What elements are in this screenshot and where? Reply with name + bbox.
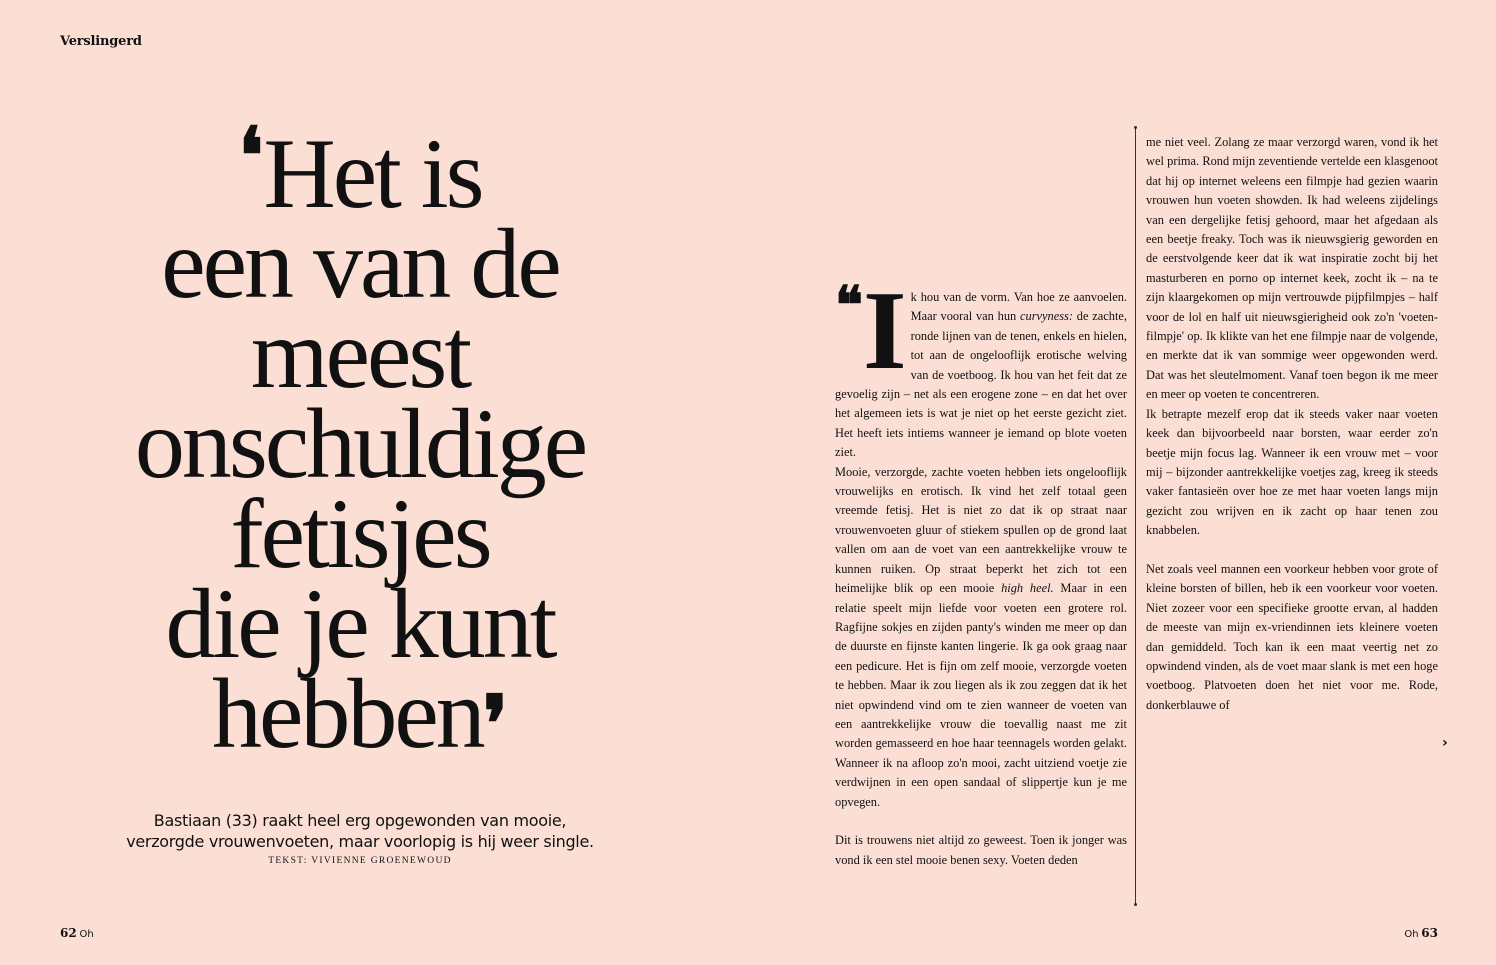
page-number: 63 — [1421, 926, 1438, 940]
page-number-left — [60, 926, 94, 940]
article-paragraph: Ik betrapte mezelf erop dat ik steeds vaker naar voeten keek dan bijvoorbeeld naar borsten, waar eerder zo'n beetje mijn focus lag. Wanneer ik een vrouw met – voor mij – bijzonder aantrekkelijke voetjes zag, kreeg ik steeds vaker fantasieën over hoe ze met haar voeten langs mijn gezicht zou wrijven en ik zacht op haar tenen zou knabbelen. — [1146, 406, 1438, 538]
article-column-1 — [835, 269, 1128, 870]
article-paragraph: Dit is trouwens niet altijd zo geweest. Toen ik jonger was vond ik een stel mooie benen sexy. Voeten deden — [835, 833, 1127, 867]
column-divider — [1135, 128, 1136, 904]
article-paragraph: Mooie, verzorgde, zachte voeten hebben iets ongelooflijk vrouwelijks en erotisch. Ik vind het zelf totaal geen vreemde fetisj. Het is niet zo dat ik op straat naar vrouwenvoeten gluur of stiekem spullen op de grond laat vallen om aan de voet van een aantrekkelijke vrouw te kunnen ruiken. Op straat beperkt het zich tot een heimelijke blik op een mooie high heel. Maar in een relatie speelt mijn liefde voor voeten een grotere rol. Ragfijne sokjes en zijden panty's winden me meer op dan de duurste en fijnste kanten lingerie. Ik ga ook graag naar een pedicure. Het is fijn om zelf mooie, verzorgde voeten te hebben. Maar ik zou liegen als ik zou zeggen dat ik het niet opwindend vind om te zien wanneer de voeten van een aantrekkelijke vrouw die toevallig naast me zit worden gemasseerd en hoe haar teennagels worden gelakt. Wanneer ik na afloop zo'n mooi, zacht uitziend voetje zie verdwijnen in een open sandaal of slippertje kun je me opvegen. — [835, 464, 1127, 809]
pull-quote-line-6: die je kunt — [165, 568, 555, 679]
author-credit: TEKST: VIVIENNE GROENEWOUD — [268, 856, 452, 866]
intro-text — [60, 810, 660, 852]
article-paragraph: me niet veel. Zolang ze maar verzorgd waren, vond ik het wel prima. Rond mijn zeventiende vertelde een klasgenoot dat hij op internet weleens een filmpje had gezien waarin vrouwen hun voeten showden. Ik had weleens zijdelings van een dergelijke fetisj gehoord, maar het afgedaan als een beetje freaky. Toch was ik nieuwsgierig geworden en de eerstvolgende keer dat ik wat inspiratie zocht bij het masturberen en porno op internet keek, zocht ik – na te zijn klaargekomen op mijn vertrouwde pijpfilmpjes – half voor de lol en half uit nieuwsgierigheid ook zo'n 'voeten-filmpje' op. Ik klikte van het ene filmpje naar de volgende, en merkte dat ik van sommige weer opgewonden werd. Dat was het sleutelmoment. Vanaf toen begon ik me meer en meer op voeten te concentreren. — [1146, 135, 1438, 402]
magazine-name: Oh — [1404, 929, 1419, 940]
pull-quote-line-1: ❛Het is — [238, 111, 482, 229]
page-number-right — [1404, 926, 1438, 940]
intro-line-1: Bastiaan (33) raakt heel erg opgewonden van mooie, — [153, 811, 567, 830]
continue-arrow-icon: › — [1442, 735, 1448, 751]
article-paragraph: ❝ I k hou van de vorm. Van hoe ze aanvoelen. Maar vooral van hun curvyness: de zachte, ronde lijnen van de tenen, enkels en hielen, tot aan de ongelooflijk erotische welving van de voetboog. Ik hou van het feit dat ze gevoelig zijn – net als een erogene zone – en dat het over het algemeen iets is wat je niet op het eerste gezicht ziet. Het heeft iets intiems wanneer je iemand op blote voeten ziet. — [835, 269, 1128, 460]
pull-quote-line-7: hebben❜ — [212, 658, 508, 770]
dropcap-letter: I — [862, 269, 907, 393]
magazine-name: Oh — [79, 929, 94, 940]
pull-quote-line-2: een van de — [161, 208, 559, 319]
open-quote-mark: ❛ — [238, 111, 264, 202]
close-quote-mark: ❜ — [482, 679, 508, 770]
page-number: 62 — [60, 926, 77, 940]
pull-quote-line-4: onschuldige — [134, 388, 586, 499]
intro-line-2: verzorgde vrouwenvoeten, maar voorlopig is hij weer single. — [126, 832, 594, 851]
section-label: Verslingerd — [60, 34, 142, 49]
open-quote-icon: ❝ — [835, 275, 863, 336]
pull-quote-line-3: meest — [250, 298, 470, 409]
article-paragraph: Net zoals veel mannen een voorkeur hebben voor grote of kleine borsten of billen, heb ik een voorkeur voor voeten. Niet zozeer voor een specifieke grootte ervan, al hadden de meeste van mijn ex-vriendinnen iets kleinere voeten dan gemiddeld. Toch kan ik een maat veertig net zo opwindend vinden, als de voet maar slank is met een hoge voetboog. Platvoeten doen het niet voor me. Rode, donkerblauwe of — [1146, 561, 1438, 712]
pull-quote — [60, 112, 660, 770]
article-column-2 — [1146, 133, 1438, 715]
pull-quote-line-5: fetisjes — [230, 478, 490, 589]
dropcap-block — [835, 269, 907, 393]
